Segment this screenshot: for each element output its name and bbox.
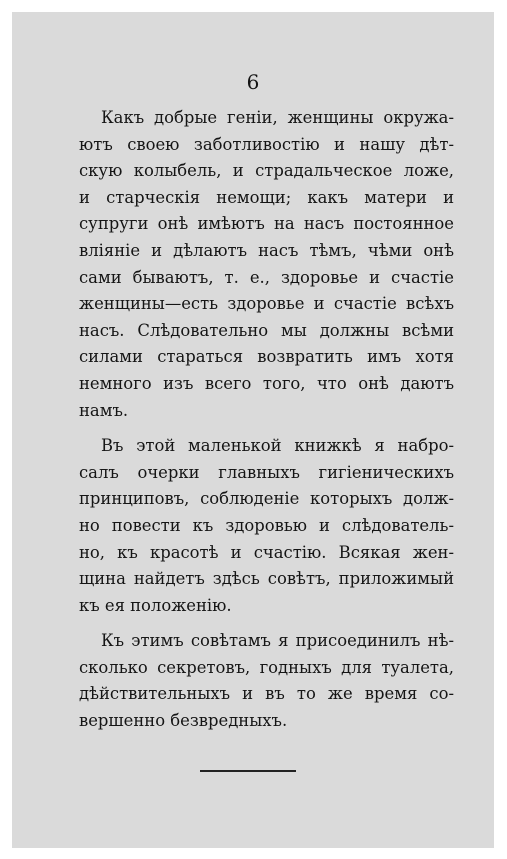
text-line: насъ. Слѣдовательно мы должны всѣми — [79, 320, 454, 340]
text-line: щина найдетъ здѣсь совѣтъ, приложимый — [79, 569, 454, 589]
section-divider — [200, 770, 296, 772]
text-line: салъ очерки главныхъ гигіеническихъ — [79, 462, 454, 482]
text-line: супруги онѣ имѣютъ на насъ постоянное — [79, 214, 454, 234]
book-page — [12, 12, 494, 848]
text-line: немного изъ всего того, что онѣ даютъ — [79, 373, 454, 393]
text-line: Какъ добрые геніи, женщины окружа- — [101, 108, 454, 127]
body-text — [79, 105, 454, 735]
text-line: сами бываютъ, т. е., здоровье и счастіе — [79, 267, 454, 287]
text-line: женщины—есть здоровье и счастіе всѣхъ — [79, 294, 454, 314]
text-line: дѣйствительныхъ и въ то же время со- — [79, 684, 454, 704]
text-line: но, къ красотѣ и счастію. Всякая жен- — [79, 542, 454, 562]
text-line: Къ этимъ совѣтамъ я присоединилъ нѣ- — [101, 631, 454, 651]
text-line: вліяніе и дѣлаютъ насъ тѣмъ, чѣми онѣ — [79, 240, 454, 260]
text-line: намъ. — [79, 400, 129, 420]
text-line: скую колыбель, и страдальческое ложе, — [79, 161, 454, 181]
text-line: но повести къ здоровью и слѣдователь- — [79, 515, 454, 535]
text-line: принциповъ, соблюденіе которыхъ долж- — [79, 489, 454, 509]
text-line: къ ея положенію. — [79, 595, 232, 615]
paragraph — [79, 105, 454, 424]
text-line: сколько секретовъ, годныхъ для туалета, — [79, 657, 454, 677]
text-line: силами стараться возвратить имъ хотя — [79, 347, 454, 367]
text-line: Въ этой маленькой книжкѣ я набро- — [101, 436, 454, 456]
paragraph — [79, 628, 454, 734]
paragraph — [79, 433, 454, 619]
text-line: вершенно безвредныхъ. — [79, 711, 288, 731]
text-line: ютъ своею заботливостію и нашу дѣт- — [79, 134, 454, 154]
text-line: и старческія немощи; какъ матери и — [79, 187, 454, 207]
page-number: 6 — [246, 70, 260, 94]
